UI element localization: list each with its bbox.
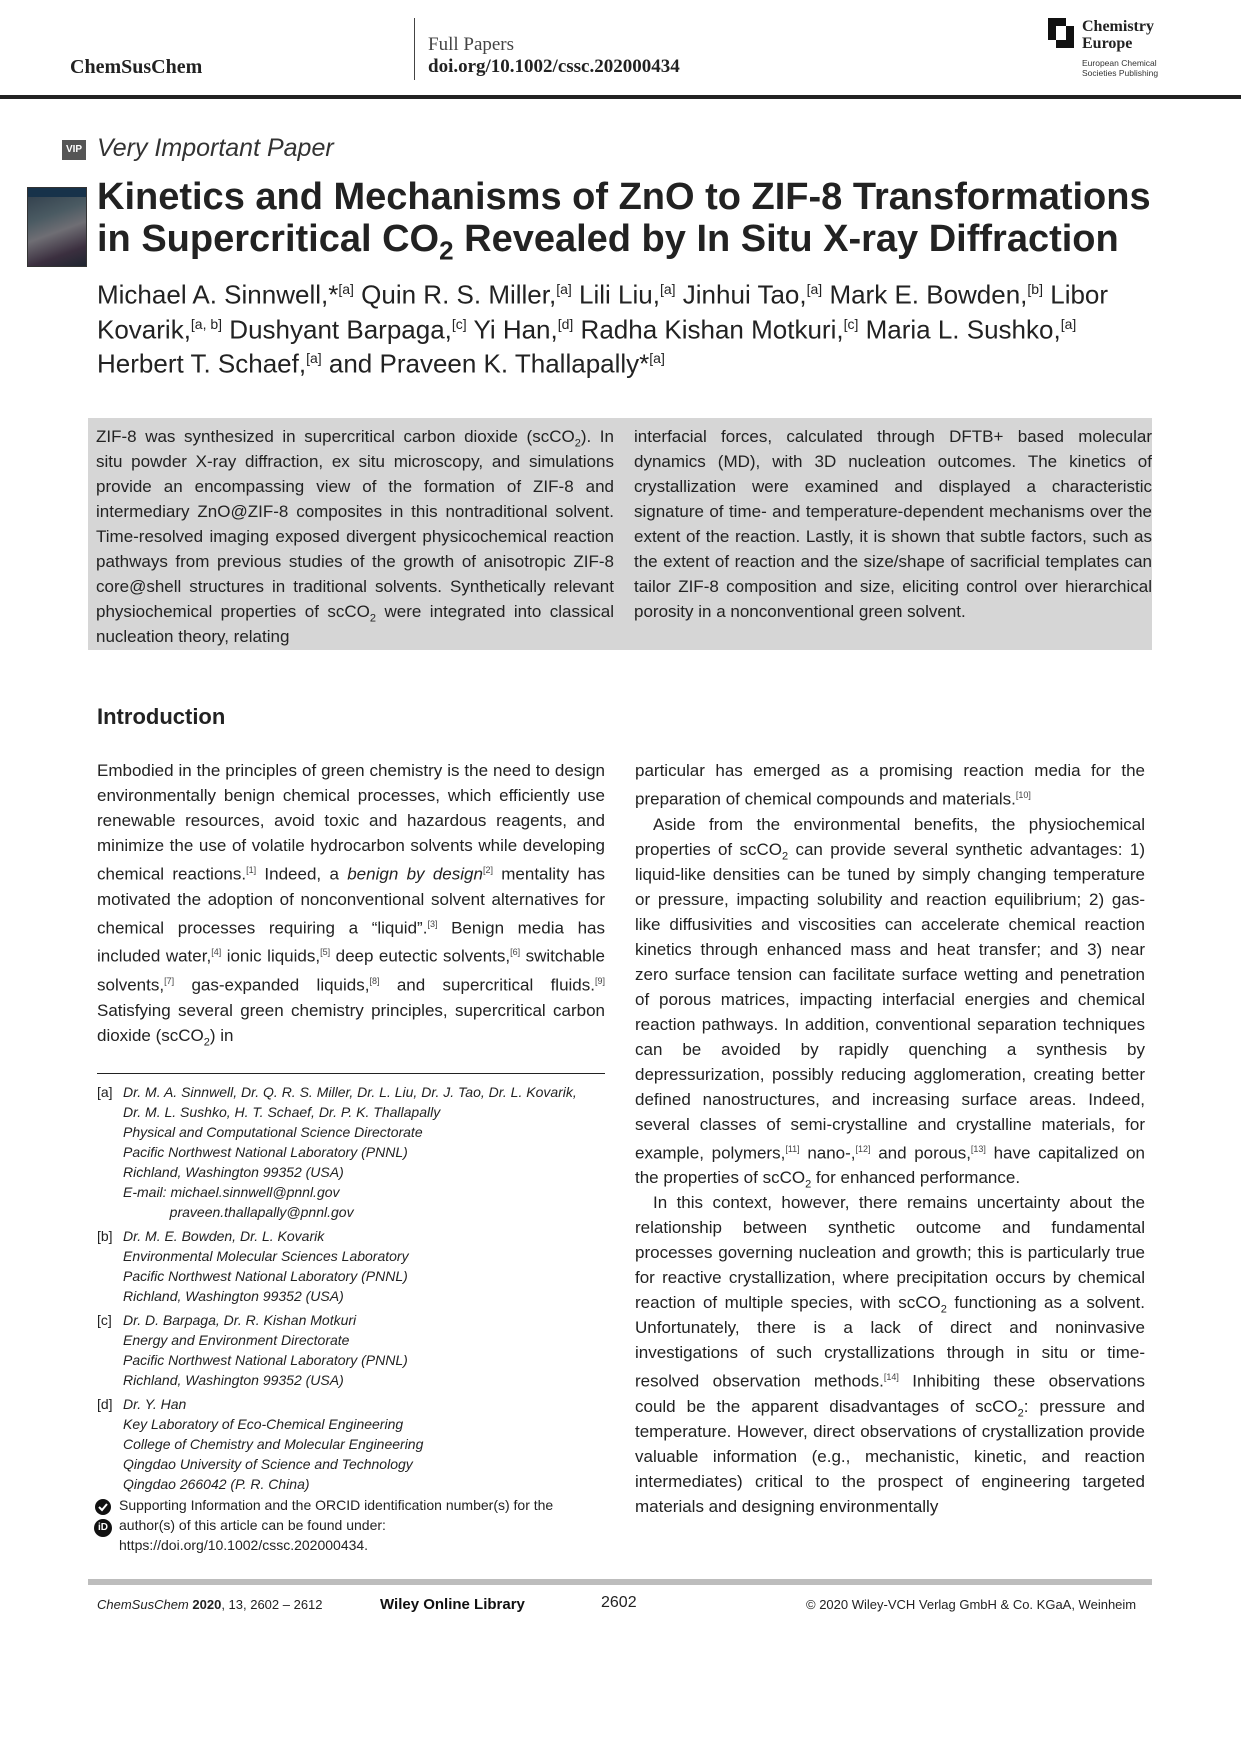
body-text: switchable solvents, (97, 946, 605, 995)
abstract-text: ZIF-8 was synthesized in supercritical carbon dioxide (scCO (96, 427, 575, 446)
header-rule (0, 95, 1241, 99)
copyright-notice: © 2020 Wiley-VCH Verlag GmbH & Co. KGaA, Weinheim (806, 1597, 1137, 1612)
orcid-icon[interactable]: iD (94, 1519, 112, 1537)
body-text: Benign media has included water, (97, 918, 605, 966)
affiliation-text: Dr. D. Barpaga, Dr. R. Kishan Motkuri Energy and Environment Directorate Pacific Northwest National Laboratory (PNNL) Richland, Washington 99352 (USA) (123, 1312, 408, 1388)
body-text: Inhibiting these observations could be the apparent disadvantages of scCO (635, 1371, 1145, 1416)
abstract-left-column (96, 424, 614, 649)
section-label: Full Papers (428, 34, 515, 55)
vip-label: Very Important Paper (97, 134, 334, 162)
author-name[interactable]: Herbert T. Schaef, (97, 348, 307, 379)
author-name[interactable]: Dushyant Barpaga, (229, 314, 452, 345)
footer-journal: ChemSusChem (97, 1597, 189, 1612)
citation-ref[interactable]: [9] (594, 975, 605, 986)
author-name[interactable]: Libor Kovarik, (97, 279, 1109, 345)
subscript: 2 (574, 437, 581, 450)
author-name[interactable]: Radha Kishan Motkuri, (580, 314, 844, 345)
abstract-box (88, 418, 1152, 650)
body-text: Embodied in the principles of green chemistry is the need to design environmentally benign chemical processes, which efficiently use renewable resources, avoid toxic and hazardous reagents, and minimize the use of volatile hydrocarbon solvents while developing chemical reactions. (97, 761, 605, 884)
page-number: 2602 (601, 1594, 637, 1611)
intro-right-column (635, 758, 1145, 1519)
author-affiliation-ref: [a] (306, 350, 322, 367)
citation-ref[interactable]: [3] (427, 918, 438, 929)
affiliation-text: Dr. M. A. Sinnwell, Dr. Q. R. S. Miller, Dr. L. Liu, Dr. J. Tao, Dr. L. Kovarik, Dr. M. L. Sushko, H. T. Schaef, Dr. P. K. Thallapally Physical and Computational Science Directorate Pacific Northwest National Laboratory (PNNL) Richland, Washington 99352 (USA) E-mail: michael.sinnwell@pnnl.gov praveen.thallapally@pnnl.gov (123, 1084, 577, 1220)
publisher-sub2: Societies Publishing (1082, 68, 1159, 78)
citation-ref[interactable]: [6] (510, 947, 521, 958)
author-affiliation-ref: [a] (338, 281, 354, 297)
body-text: Satisfying several green chemistry principles, supercritical carbon dioxide (scCO (97, 1000, 605, 1045)
author-separator (858, 314, 865, 344)
author-name[interactable]: Quin R. S. Miller, (361, 279, 557, 310)
publisher-sub1: European Chemical (1082, 58, 1157, 68)
citation-ref[interactable]: [13] (970, 1143, 986, 1154)
body-text: nano-, (799, 1143, 856, 1163)
doi-link[interactable]: doi.org/10.1002/cssc.202000434 (428, 56, 680, 77)
citation-ref[interactable]: [14] (883, 1372, 899, 1383)
citation-ref[interactable]: [5] (320, 947, 331, 958)
citation-ref[interactable]: [2] (482, 865, 493, 875)
body-text: mentality has motivated the adoption of nonconventional solvent alternatives for chemical processes requiring a “liquid”. (97, 864, 606, 938)
body-text: can provide several synthetic advantages: 1) liquid-like densities can be tuned by simply changing temperature or pressure, impacting solubility and reaction equilibrium; 2) gas-like diffusivities and viscosities can accelerate chemical reaction kinetics through enhanced mass and heat transfer; and 3) near zero surface tension can facilitate surface wetting and penetration of porous matrices, impacting interfacial energies and chemical reaction pathways. In addition, conventional separation techniques can be avoided by rapidly quenching a synthesis by depressurization, possibly reducing agglomeration, creating better defined nanostructures, and increasing surface areas. Indeed, several classes of semi-crystalline and crystalline materials, for example, polymers, (635, 839, 1145, 1163)
citation-ref[interactable]: [10] (1015, 790, 1031, 800)
publisher-line2: Europe (1082, 35, 1133, 52)
body-text: have capitalized on the properties of scCO (635, 1143, 1145, 1188)
citation-ref[interactable]: [8] (369, 975, 380, 986)
subscript: 2 (369, 612, 377, 625)
author-affiliation-ref: [c] (451, 315, 467, 332)
body-text: : pressure and temperature. However, direct observations of crystallization provide valuable information (e.g., mechanistic, kinetic, and reaction intermediates) critical to the prospect of engineering targeted materials and designing environmentally (635, 1396, 1145, 1516)
body-text: particular has emerged as a promising reaction media for the preparation of chemical compounds and materials. (635, 761, 1145, 809)
abstract-right-column: interfacial forces, calculated through DFTB+ based molecular dynamics (MD), with 3D nucleation outcomes. The kinetics of crystallization were examined and displayed a characteristic signature of time- and temperature-dependent mechanisms over the extent of the reaction. Lastly, it is shown that subtle factors, such as the extent of reaction and the size/shape of sacrificial templates can tailor ZIF-8 composition and size, eliciting control over hierarchical porosity in a nonconventional green solvent. (634, 427, 1152, 621)
author-affiliation-ref: [a] (806, 281, 823, 297)
intro-paragraph (635, 1190, 1145, 1519)
affiliation-tag: [b] (97, 1228, 113, 1244)
journal-cover-thumbnail[interactable] (27, 187, 87, 267)
author-affiliation-ref: [a] (556, 281, 572, 297)
author-affiliation-ref: [a, b] (190, 315, 223, 332)
abstract-text: were integrated into classical nucleation theory, relating (96, 602, 614, 646)
affiliation-rule (97, 1073, 605, 1074)
author-affiliation-ref: [a] (659, 281, 676, 297)
subscript: 2 (203, 1036, 210, 1049)
intro-left-column (97, 758, 605, 1048)
affiliation-c (97, 1310, 607, 1390)
citation-ref[interactable]: [1] (246, 865, 257, 875)
author-name[interactable]: Maria L. Sushko, (865, 314, 1061, 345)
body-text: Aside from the environmental benefits, the physiochemical properties of scCO (635, 814, 1145, 859)
author-affiliation-ref: [c] (843, 315, 859, 332)
author-separator (676, 280, 683, 310)
publisher-logo[interactable] (1048, 18, 1176, 82)
body-text: deep eutectic solvents, (330, 946, 511, 966)
publisher-line1: Chemistry (1082, 18, 1154, 35)
body-text: for enhanced performance. (811, 1168, 1021, 1188)
affiliation-tag: [c] (97, 1312, 112, 1328)
subscript: 2 (805, 1178, 812, 1191)
article-title (97, 176, 1157, 266)
vip-badge-icon: VIP (62, 140, 86, 160)
citation-ref[interactable]: [11] (785, 1143, 800, 1154)
supporting-info-note[interactable]: Supporting Information and the ORCID identification number(s) for the author(s) of this article can be found under: https://doi.org/10.1002/cssc.202000434. (119, 1497, 554, 1553)
author-separator (322, 349, 329, 379)
subscript: 2 (781, 850, 789, 863)
affiliation-d (97, 1394, 607, 1494)
subscript: 2 (940, 1303, 947, 1316)
author-separator (572, 280, 579, 310)
affiliation-text: Dr. M. E. Bowden, Dr. L. Kovarik Environmental Molecular Sciences Laboratory Pacific Northwest National Laboratory (PNNL) Richland, Washington 99352 (USA) (123, 1228, 409, 1304)
affiliation-a (97, 1082, 607, 1222)
chemistry-europe-logo-icon (1048, 18, 1074, 48)
intro-paragraph (635, 758, 1145, 812)
author-list (97, 275, 1157, 379)
header-divider (414, 18, 415, 80)
body-text: gas-expanded liquids, (174, 975, 370, 995)
intro-paragraph (635, 812, 1145, 1191)
author-name[interactable]: Michael A. Sinnwell,* (97, 279, 339, 310)
affiliation-tag: [a] (97, 1084, 113, 1100)
author-name[interactable]: Lili Liu, (579, 279, 660, 310)
body-text: functioning as a solvent. Unfortunately, there is a lack of direct and noninvasive investigations of such crystallizations through in situ or time-resolved observation methods. (635, 1293, 1145, 1391)
footer-year: 2020 (192, 1597, 222, 1612)
affiliation-b (97, 1226, 607, 1306)
supporting-info-icon[interactable] (94, 1498, 112, 1516)
author-affiliation-ref: [a] (649, 350, 665, 367)
wiley-online-library-link[interactable]: Wiley Online Library (380, 1596, 525, 1613)
affiliation-text: Dr. Y. Han Key Laboratory of Eco-Chemical Engineering College of Chemistry and Molecular Engineering Qingdao University of Science and Technology Qingdao 266042 (P. R. China) (123, 1396, 424, 1492)
citation-ref[interactable]: [7] (164, 975, 175, 986)
author-name[interactable]: Mark E. Bowden, (829, 279, 1028, 310)
author-affiliation-ref: [d] (557, 315, 574, 332)
affiliation-tag: [d] (97, 1396, 113, 1412)
author-name[interactable]: Yi Han, (473, 314, 558, 345)
abstract-text: ). In situ powder X-ray diffraction, ex situ microscopy, and simulations provide an encompassing view of the formation of ZIF-8 and intermediary ZnO@ZIF-8 composites in this nontraditional solvent. Time-resolved imaging exposed divergent physicochemical reaction pathways from previous studies of the growth of anisotropic ZIF-8 core@shell structures in traditional solvents. Synthetically relevant physiochemical properties of scCO (96, 427, 614, 621)
emphasis-text: benign by design (347, 864, 483, 884)
title-subscript: 2 (439, 235, 454, 266)
body-text: and porous, (870, 1143, 971, 1163)
footer-rule (88, 1579, 1152, 1585)
body-text: In this context, however, there remains uncertainty about the relationship between synthetic outcome and fundamental processes governing nucleation and growth; this is particularly true for reactive crystallization, where precipitation occurs by chemical reaction of multiple species, with scCO (635, 1193, 1145, 1313)
author-affiliation-ref: [a] (1060, 315, 1077, 332)
subscript: 2 (1017, 1407, 1024, 1420)
footer-volume-pages: , 13, 2602 – 2612 (221, 1597, 323, 1612)
introduction-heading: Introduction (97, 704, 226, 729)
author-affiliation-ref: [b] (1027, 281, 1043, 297)
title-part2: Revealed by In Situ X-ray Diffraction (453, 218, 1119, 260)
footer-citation (97, 1597, 323, 1612)
journal-name: ChemSusChem (70, 56, 203, 78)
body-text: and supercritical fluids. (379, 975, 595, 995)
body-text: ionic liquids, (221, 946, 321, 966)
author-separator (573, 314, 580, 344)
author-name[interactable]: and Praveen K. Thallapally* (328, 348, 650, 379)
title-part1: Kinetics and Mechanisms of ZnO to ZIF-8 Transformations in Supercritical CO (97, 176, 1151, 260)
citation-ref[interactable]: [12] (855, 1143, 871, 1154)
author-name[interactable]: Jinhui Tao, (682, 279, 807, 310)
body-text: Indeed, a (256, 864, 348, 884)
citation-ref[interactable]: [4] (211, 947, 222, 958)
body-text: ) in (209, 1025, 234, 1045)
intro-paragraph (97, 758, 605, 1048)
